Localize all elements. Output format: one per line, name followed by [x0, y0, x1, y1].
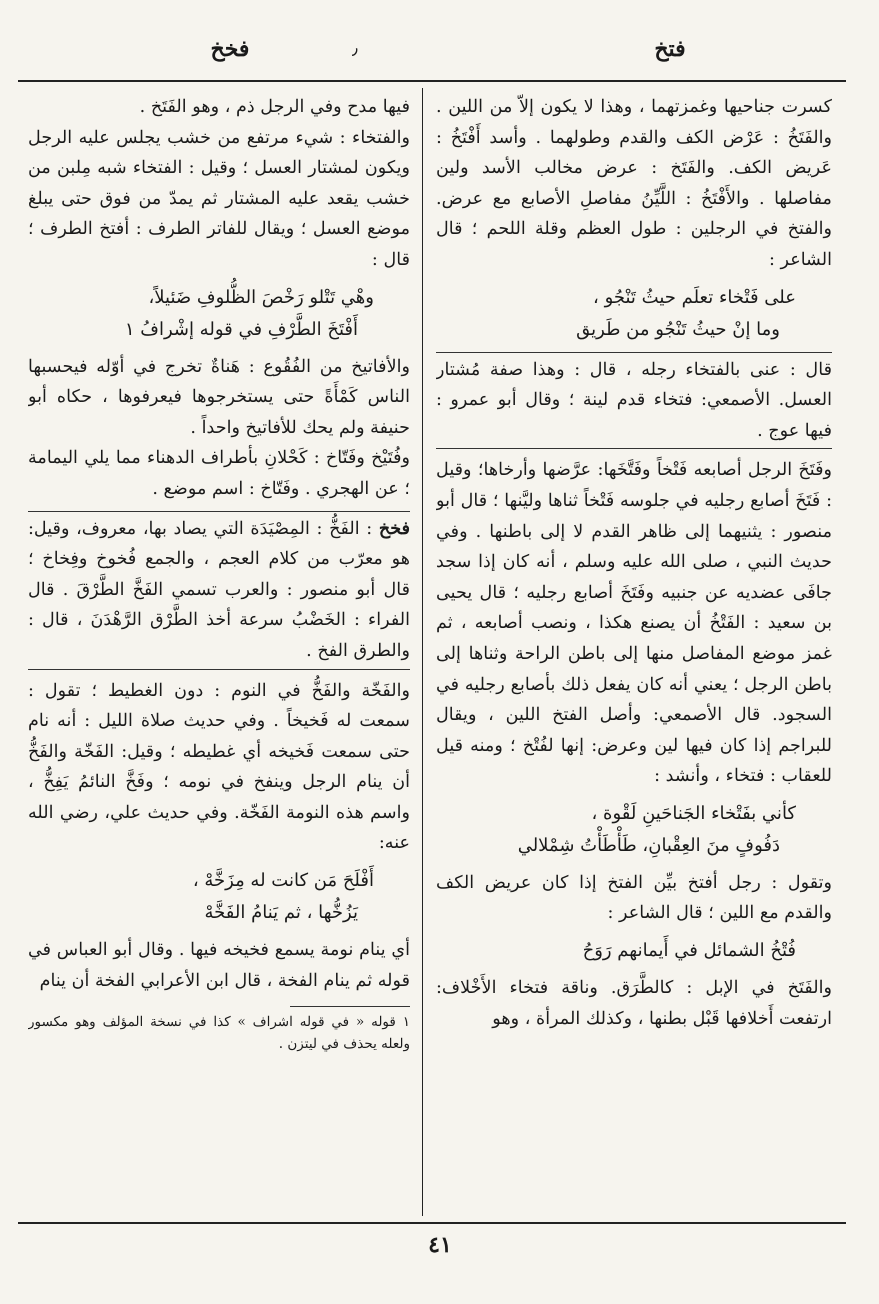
verse-line: أَفْتَخَ الطَّرْفِ في قوله إشْرافُ ١ [124, 318, 358, 340]
verse-line: دَفُوفٍ منَ العِقْبانِ، طَأْطَأْتُ شِمْلالي [517, 834, 780, 856]
footer-rule [18, 1222, 846, 1224]
verse-line: يَزُخُّها ، ثم يَنامُ الفَخَّهْ [204, 902, 358, 924]
verse-line: وهْي تَتْلو رَخْصَ الظُّلوفِ ضَئيلاً، [148, 286, 374, 308]
verse [28, 282, 410, 346]
paragraph [28, 514, 410, 667]
footnote-separator [290, 1006, 410, 1007]
paragraph: أي ينام نومة يسمع فخيخه فيها . وقال أبو العباس في قوله ثم ينام الفخة ، قال ابن الأعرابي الفخة أن ينام [28, 940, 410, 991]
header-root-right: فتخ [654, 36, 686, 62]
paragraph: قال : عنى بالفتخاء رجله ، قال : وهذا صفة مُشتار العسل. الأصمعي: فتخاء قدم لينة ؛ وقال أبو عمرو : فيها عوج . [436, 359, 832, 441]
paragraph: وفَتَخَ الرجل أصابعه فَتْخاً وفَتَّخَها: عرَّضها وأرخاها؛ وقيل : فَتَخَ أصابع رجليه في جلوسه فَتْخاً ثناها وليَّنها ؛ قال أبو منصور : يثنيهما إلى ظاهر القدم لا إلى باطنها . وفي حديث النبي ، صلى الله عليه وسلم ، أنه كان إذا سجد جافَى عضديه عن جنبيه وفَتَخَ أصابع رجليه ؛ قال يحيى بن سعيد : الفَتْخُ أن يصنع هكذا ، ونصب أصابعه ، ثم غمز موضع المفاصل منها إلى باطن الراحة وثناها إلى باطن الرجل ؛ يعني أنه كان يفعل ذلك بأصابع رجليه في السجود. قال الأصمعي: وأصل الفتخ اللين ، ويقال للبراجم إذا كان فيها لين وعرض: إنها لفُتْخ ؛ ومنه قيل للعقاب : فتخاء ، وأنشد : [436, 460, 832, 787]
header-root-left: فخخ [210, 36, 250, 62]
verse-line: فُتْخُ الشمائل في أَيمانهم رَوَحُ [582, 940, 796, 962]
paragraph: والأفاتيخ من الفُقُوع : هَناةٌ تخرج في أوّله فيحسبها الناس كَمْأَةً حتى يستخرجوها فيعرفوها ، حكاه أبو حنيفة ولم يحك للأفاتيخ واحداً . [28, 356, 410, 438]
paragraph: والفتخاء : شيء مرتفع من خشب يجلس عليه الرجل ويكون لمشتار العسل ؛ وقيل : الفتخاء شبه مِلبن من خشب يقعد عليه المشتار ثم يمدّ من فوق حتى يبلغ موضع العسل ؛ ويقال للفاتر الطرف : أفتخ الطرف ؛ قال : [28, 127, 410, 270]
column-divider [422, 88, 423, 1216]
paragraph: وفُتَيْخ وفَتّاخ : كَحْلانِ بأطراف الدهناء مما يلي اليمامة ؛ عن الهجري . وفَتّاخ : اسم موضع . [28, 448, 410, 499]
page-number: ٤١ [428, 1232, 452, 1258]
entry-text: : الفَخُّ : المِصْيَدَة التي يصاد بها، معروف، وقيل: هو معرّب من كلام العجم ، والجمع فُخوخ وفِخاخ ؛ قال أبو منصور : والعرب تسمي الفَخَّ الطَّرْقَ . قال الفراء : الخَضْبُ سرعة أخذ الطَّرْق الرَّهْدَنَ ، قال : والطرق الفخ . [28, 518, 410, 661]
header-rule [18, 80, 846, 82]
verse [28, 865, 410, 929]
verse-line: أَفْلَحَ مَن كانت له مِزَخَّهْ ، [192, 870, 374, 892]
paragraph: والفَخّة والفَخُّ في النوم : دون الغطيط ؛ تقول : سمعت له فَخيخاً . وفي حديث صلاة الليل : أنه نام حتى سمعت فَخيخه أي غطيطه ؛ وقيل: الفَخّة والفَخُّ أن ينام الرجل وينفخ في نومه ؛ وفَخَّ النائمُ يَفِخُّ ، واسم هذه النومة الفَخّة. وفي حديث علي، رضي الله عنه: [28, 680, 410, 854]
paragraph: فيها مدح وفي الرجل ذم ، وهو الفَتَخ . [139, 97, 410, 117]
left-column [28, 92, 410, 1217]
verse [436, 798, 832, 862]
entry-headword: فخخ [378, 517, 410, 539]
verse [436, 282, 832, 346]
header-mark: ٫ [352, 38, 358, 59]
paragraph: والفَتَخ في الإبل : كالطَّرَق. وناقة فتخاء الأَخْلاف: ارتفعت أَخلافها قَبْل بطنها ، وكذلك المرأة ، وهو [436, 978, 832, 1029]
paragraph: كسرت جناحيها وغمزتهما ، وهذا لا يكون إلاّ من اللين . والفَتَخُ : عَرْض الكف والقدم وطولهما . وأسد أَفْتَخُ : عَريض الكف. والفَتَخ : عرض مخالب الأسد ولين مفاصلها . والأَفْتَخُ : اللَّيِّنُ مفاصلِ الأصابع مع عرض. والفتخ في الرجلين : طول العظم وقلة اللحم ؛ قال الشاعر : [436, 97, 832, 270]
entry-block [28, 511, 410, 670]
paragraph-boxed [436, 352, 832, 450]
verse [436, 935, 832, 967]
paragraph: وتقول : رجل أفتخ بيِّن الفتخ إذا كان عريض الكف والقدم مع اللين ؛ قال الشاعر : [436, 872, 832, 924]
verse-line: كأني بفَتْخاء الجَناحَينِ لَقْوة ، [591, 802, 796, 824]
verse-line: وما إنْ حيثُ تَنْجُو من طَريق [576, 318, 780, 340]
right-column [436, 92, 832, 1217]
footnote: ١ قوله « في قوله اشراف » كذا في نسخة المؤلف وهو مكسور ولعله يحذف في ليتزن . [28, 1014, 410, 1053]
verse-line: على فَتْخاء تعلَم حيثُ تَنْجُو ، [593, 286, 796, 308]
